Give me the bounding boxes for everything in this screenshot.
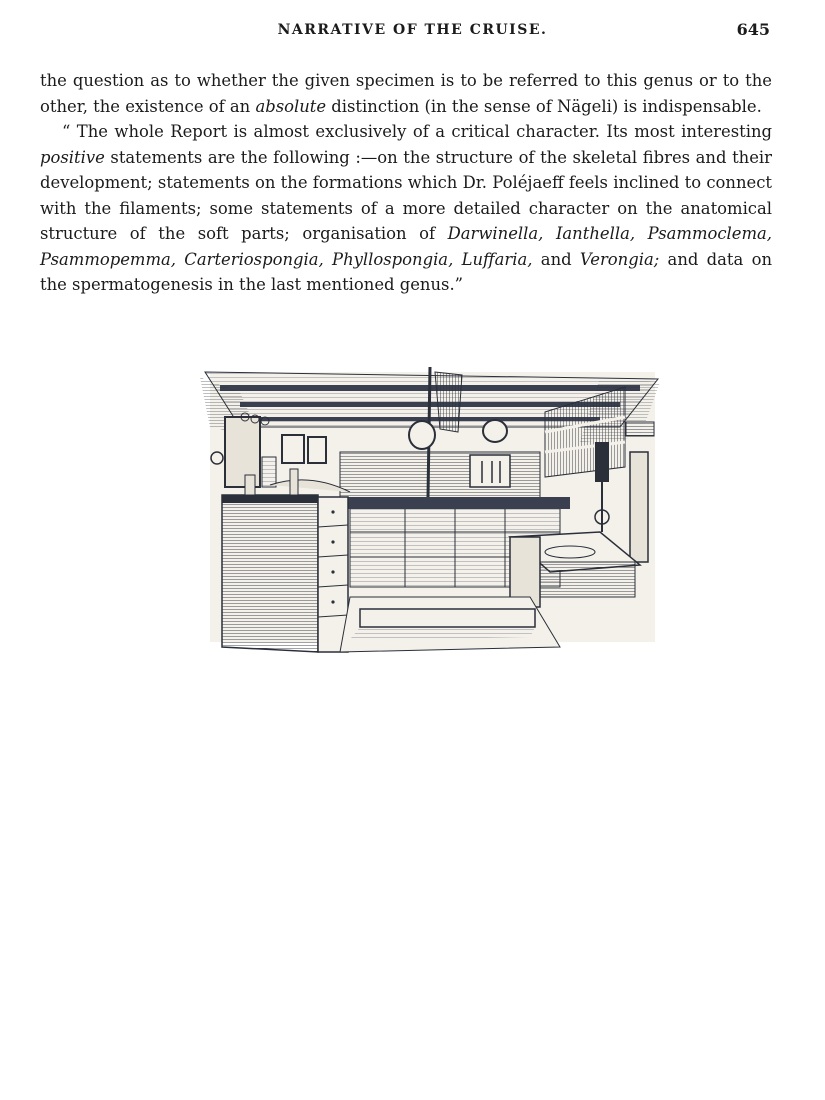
running-title: NARRATIVE OF THE CRUISE. [277, 22, 548, 38]
engraving-illustration [200, 357, 662, 657]
italic-term: Carteriospongia, [184, 249, 324, 269]
paragraph [40, 68, 772, 119]
text-run [635, 224, 648, 243]
paragraph [40, 119, 772, 298]
text-run: and [532, 249, 580, 269]
floor [340, 597, 560, 652]
italic-term: Verongia; [579, 249, 660, 269]
italic-term: Phyllospongia, [332, 249, 454, 269]
text-run: the question as to whether the given specimen is to be referred to this genus or to the other, the existence of an [40, 71, 772, 116]
laboratory-engraving [200, 357, 662, 657]
italic-term: Darwinella, [447, 224, 544, 243]
page-number: 645 [736, 20, 770, 39]
porthole-right [483, 420, 507, 442]
text-run [543, 224, 556, 243]
body-text [40, 68, 772, 298]
text-run: and data on the spermatogenesis in the last mentioned genus.” [40, 249, 773, 294]
italic-term: absolute [255, 96, 327, 116]
italic-term: Psammoclema, [647, 224, 772, 243]
left-cabinet [222, 469, 350, 652]
italic-term: Luffaria, [461, 249, 533, 269]
text-run: statements are the following :—on the structure of the skeletal fibres and their development; statements on the formations which Dr. Poléjaeff feels inclined to connect with the filaments; some statements of a more detailed character on the anatomical structure of the soft parts; organisation of [40, 147, 772, 243]
text-run: “ The whole Report is almost exclusively of a critical character. Its most interesting [62, 122, 772, 141]
text-run [324, 250, 332, 269]
page-header [0, 22, 825, 44]
italic-term: Psammopemma, [40, 249, 176, 269]
text-run: distinction (in the sense of Nägeli) is indispensable. [326, 96, 762, 116]
italic-term: positive [40, 147, 105, 167]
text-run [453, 250, 461, 269]
porthole-left [409, 421, 435, 449]
italic-term: Ianthella, [555, 224, 636, 243]
